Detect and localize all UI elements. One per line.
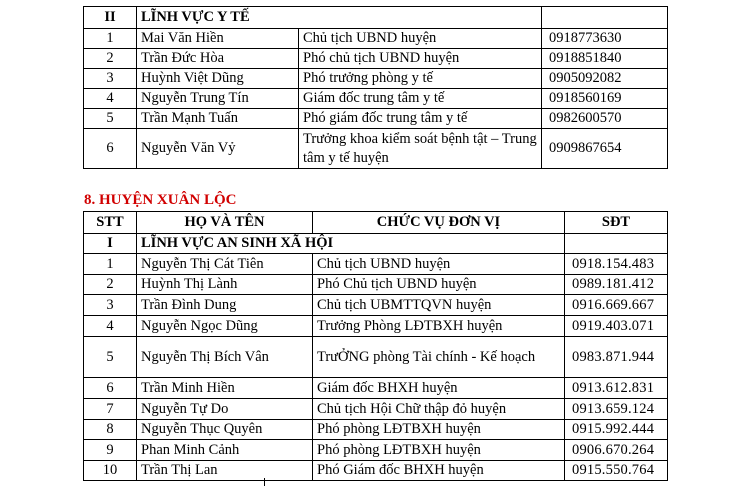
- section-title: LĨNH VỰC AN SINH XÃ HỘI: [137, 234, 565, 254]
- contact-table-social: [83, 211, 668, 481]
- row-name: Phan Minh Cảnh: [137, 440, 313, 461]
- row-position: Chủ tịch UBND huyện: [299, 29, 542, 49]
- row-phone: 0918.154.483: [565, 254, 668, 275]
- row-stt: 3: [84, 69, 137, 89]
- page-edge-tick: [264, 478, 265, 486]
- table-row: [84, 29, 668, 49]
- row-stt: 6: [84, 129, 137, 169]
- row-stt: 7: [84, 399, 137, 420]
- row-position: Chủ tịch Hội Chữ thập đỏ huyện: [313, 399, 565, 420]
- table-row: [84, 129, 668, 169]
- table-row: [84, 49, 668, 69]
- row-phone: 0918851840: [542, 49, 668, 69]
- row-name: Huỳnh Thị Lành: [137, 275, 313, 295]
- row-position: Chủ tịch UBMTTQVN huyện: [313, 295, 565, 316]
- row-stt: 1: [84, 29, 137, 49]
- row-position: Giám đốc BHXH huyện: [313, 378, 565, 399]
- row-phone: 0913.612.831: [565, 378, 668, 399]
- table-row: [84, 420, 668, 440]
- row-position: Phó phòng LĐTBXH huyện: [313, 420, 565, 440]
- row-name: Nguyễn Thị Cát Tiên: [137, 254, 313, 275]
- section-title: LĨNH VỰC Y TẾ: [137, 7, 542, 29]
- row-phone: 0983.871.944: [565, 337, 668, 378]
- table-row: [84, 378, 668, 399]
- section-row: [84, 7, 668, 29]
- row-phone: 0915.992.444: [565, 420, 668, 440]
- table-row: [84, 295, 668, 316]
- row-name: Trần Đình Dung: [137, 295, 313, 316]
- row-phone: 0905092082: [542, 69, 668, 89]
- table-row: [84, 254, 668, 275]
- row-phone: 0919.403.071: [565, 316, 668, 337]
- row-name: Trần Mạnh Tuấn: [137, 109, 299, 129]
- row-stt: 10: [84, 461, 137, 481]
- row-position: Phó chủ tịch UBND huyện: [299, 49, 542, 69]
- header-position: CHỨC VỤ ĐƠN VỊ: [313, 212, 565, 234]
- empty-cell: [542, 7, 668, 29]
- row-phone: 0909867654: [542, 129, 668, 169]
- row-name: Trần Minh Hiền: [137, 378, 313, 399]
- row-position: Phó Chủ tịch UBND huyện: [313, 275, 565, 295]
- row-phone: 0918560169: [542, 89, 668, 109]
- row-position: Trưởng khoa kiểm soát bệnh tật – Trung tâm y tế huyện: [299, 129, 542, 169]
- header-stt: STT: [84, 212, 137, 234]
- row-name: Nguyễn Thị Bích Vân: [137, 337, 313, 378]
- row-stt: 5: [84, 109, 137, 129]
- row-stt: 5: [84, 337, 137, 378]
- section-number: I: [84, 234, 137, 254]
- row-position: Trưởng Phòng LĐTBXH huyện: [313, 316, 565, 337]
- row-name: Trần Đức Hòa: [137, 49, 299, 69]
- row-phone: 0916.669.667: [565, 295, 668, 316]
- table-row: [84, 440, 668, 461]
- row-position: Phó Giám đốc BHXH huyện: [313, 461, 565, 481]
- row-position: Phó trưởng phòng y tế: [299, 69, 542, 89]
- row-name: Huỳnh Việt Dũng: [137, 69, 299, 89]
- district-heading: 8. HUYỆN XUÂN LỘC: [84, 192, 237, 208]
- row-name: Nguyễn Trung Tín: [137, 89, 299, 109]
- row-position: TrưỞNG phòng Tài chính - Kế hoạch: [313, 337, 565, 378]
- row-phone: 0982600570: [542, 109, 668, 129]
- row-phone: 0989.181.412: [565, 275, 668, 295]
- row-name: Nguyễn Ngọc Dũng: [137, 316, 313, 337]
- row-name: Trần Thị Lan: [137, 461, 313, 481]
- row-position: Phó phòng LĐTBXH huyện: [313, 440, 565, 461]
- table-row: [84, 461, 668, 481]
- row-stt: 2: [84, 49, 137, 69]
- row-stt: 9: [84, 440, 137, 461]
- header-phone: SĐT: [565, 212, 668, 234]
- row-stt: 2: [84, 275, 137, 295]
- row-name: Nguyễn Thục Quyên: [137, 420, 313, 440]
- row-phone: 0913.659.124: [565, 399, 668, 420]
- row-position: Chủ tịch UBND huyện: [313, 254, 565, 275]
- row-phone: 0915.550.764: [565, 461, 668, 481]
- row-position: Giám đốc trung tâm y tế: [299, 89, 542, 109]
- row-name: Nguyễn Tự Do: [137, 399, 313, 420]
- row-name: Mai Văn Hiền: [137, 29, 299, 49]
- row-stt: 4: [84, 89, 137, 109]
- row-stt: 3: [84, 295, 137, 316]
- section-number: II: [84, 7, 137, 29]
- table-row: [84, 69, 668, 89]
- row-position: Phó giám đốc trung tâm y tế: [299, 109, 542, 129]
- row-stt: 1: [84, 254, 137, 275]
- row-stt: 6: [84, 378, 137, 399]
- table-row: [84, 275, 668, 295]
- row-phone: 0918773630: [542, 29, 668, 49]
- table-row: [84, 109, 668, 129]
- header-row: [84, 212, 668, 234]
- section-row: [84, 234, 668, 254]
- empty-cell: [565, 234, 668, 254]
- table-row: [84, 337, 668, 378]
- contact-table-health: [83, 6, 668, 169]
- header-name: HỌ VÀ TÊN: [137, 212, 313, 234]
- row-stt: 4: [84, 316, 137, 337]
- row-phone: 0906.670.264: [565, 440, 668, 461]
- table-row: [84, 316, 668, 337]
- table-row: [84, 399, 668, 420]
- row-name: Nguyễn Văn Vỷ: [137, 129, 299, 169]
- row-stt: 8: [84, 420, 137, 440]
- table-row: [84, 89, 668, 109]
